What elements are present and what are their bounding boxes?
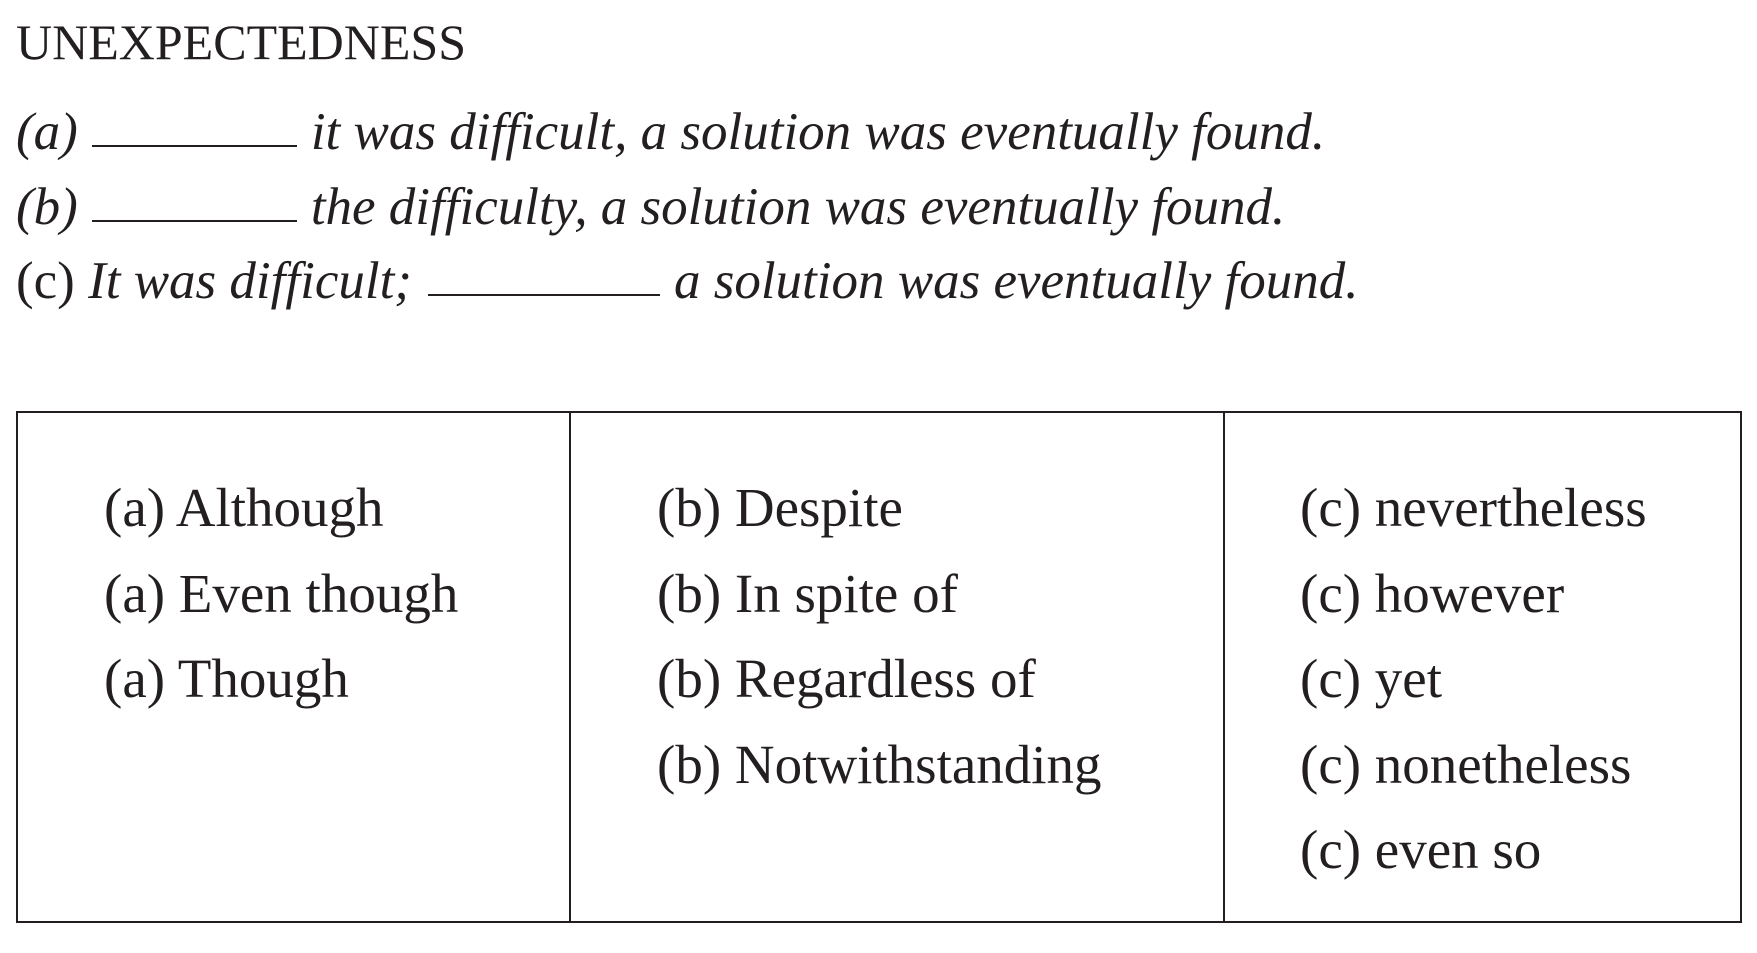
option-item: (c) nonetheless	[1300, 733, 1632, 795]
option-item: (b) In spite of	[657, 562, 958, 624]
options-column-c	[1225, 413, 1740, 921]
sentence-marker: (b)	[16, 178, 78, 236]
sentence-text: it was difficult, a solution was eventually found.	[310, 103, 1326, 161]
option-item: (a) Though	[104, 648, 349, 709]
sentence-text: the difficulty, a solution was eventually found.	[310, 178, 1286, 236]
sentence-lead-text: It was difficult;	[88, 252, 412, 310]
section-heading: UNEXPECTEDNESS	[16, 14, 467, 70]
option-item: (a) Although	[104, 477, 384, 538]
option-item: (b) Notwithstanding	[657, 733, 1102, 795]
example-sentence-b	[16, 176, 1285, 238]
options-column-a	[18, 413, 571, 921]
sentence-marker: (a)	[16, 103, 78, 161]
option-item: (b) Regardless of	[657, 648, 1036, 709]
fill-in-blank	[92, 145, 297, 147]
option-item: (a) Even though	[104, 562, 459, 624]
example-sentence-a	[16, 101, 1325, 163]
options-column-b	[571, 413, 1225, 921]
fill-in-blank	[92, 220, 297, 222]
option-item: (c) however	[1300, 562, 1565, 624]
example-sentence-c	[16, 250, 1358, 312]
option-item: (b) Despite	[657, 477, 903, 538]
option-item: (c) yet	[1300, 648, 1442, 709]
option-item: (c) nevertheless	[1300, 477, 1647, 538]
sentence-text: a solution was eventually found.	[673, 252, 1359, 310]
option-item: (c) even so	[1300, 819, 1542, 880]
sentence-marker: (c)	[16, 252, 75, 310]
fill-in-blank	[428, 294, 660, 296]
connector-options-table	[16, 411, 1742, 923]
